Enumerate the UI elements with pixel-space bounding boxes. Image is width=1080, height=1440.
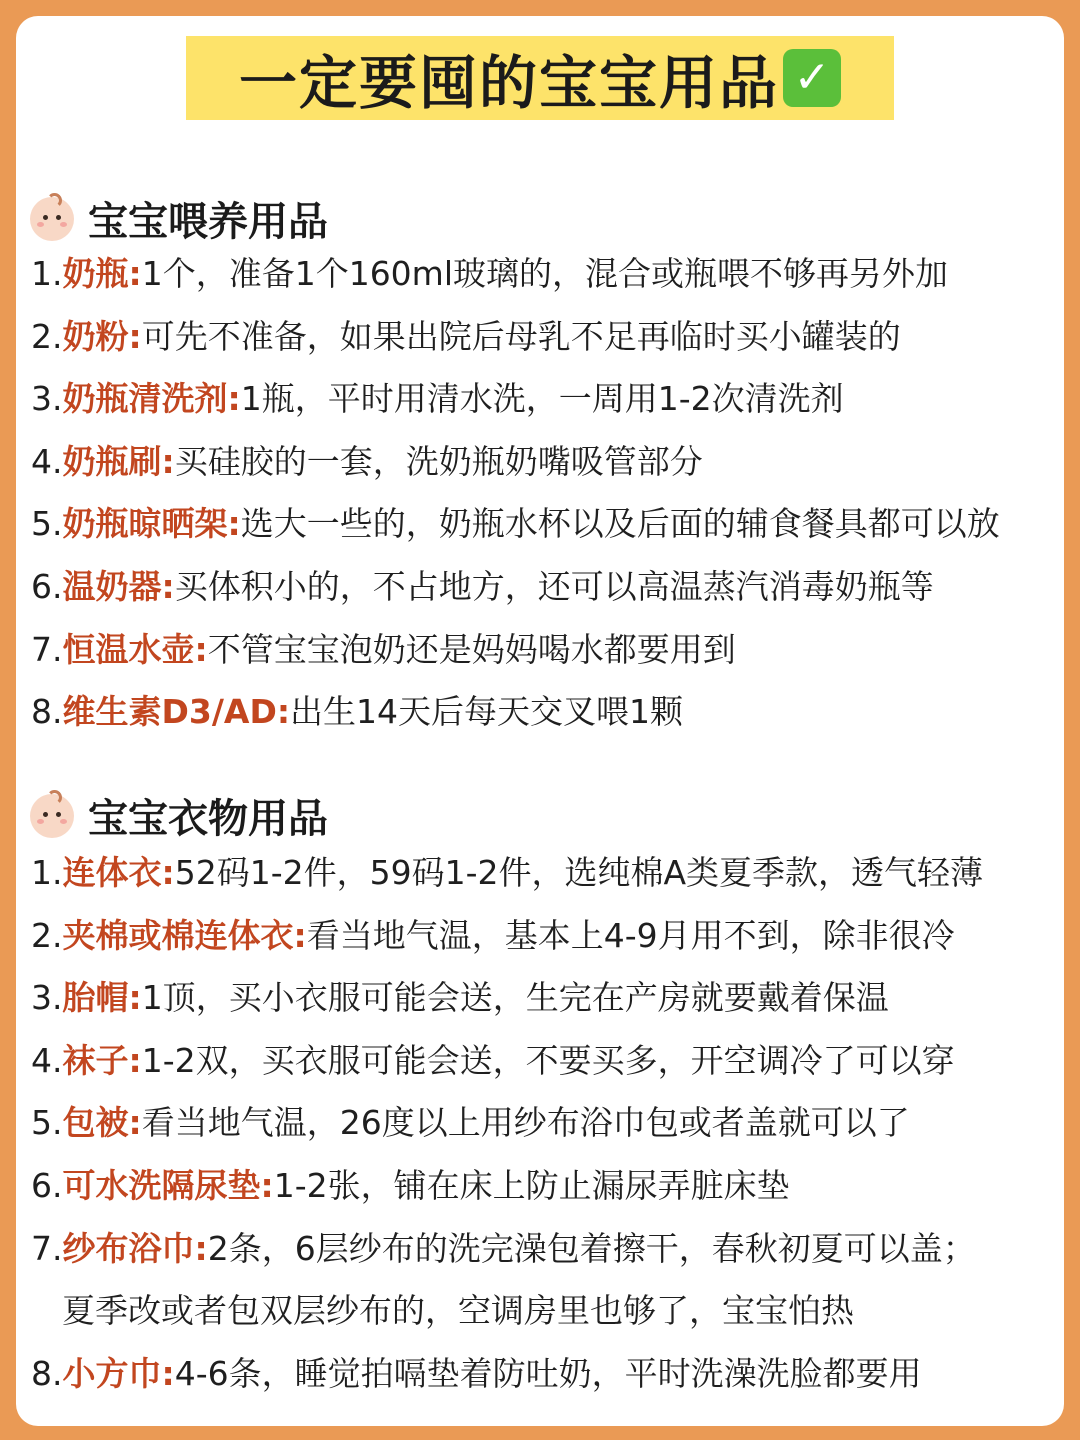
list-item: 8.小方巾:4-6条，睡觉拍嗝垫着防吐奶，平时洗澡洗脸都要用 xyxy=(31,1353,922,1393)
section-heading-feeding xyxy=(30,190,328,247)
list-item: 7.纱布浴巾:2条，6层纱布的洗完澡包着擦干，春秋初夏可以盖； xyxy=(31,1228,976,1268)
list-item: 6.温奶器:买体积小的，不占地方，还可以高温蒸汽消毒奶瓶等 xyxy=(31,566,934,606)
section-label: 宝宝喂养用品 xyxy=(88,199,328,245)
list-item: 1.奶瓶:1个，准备1个160ml玻璃的，混合或瓶喂不够再另外加 xyxy=(31,254,948,293)
list-item: 7.恒温水壶:不管宝宝泡奶还是妈妈喝水都要用到 xyxy=(31,629,736,669)
title-banner xyxy=(186,36,894,120)
list-item: 3.奶瓶清洗剂:1瓶，平时用清水洗，一周用1-2次清洗剂 xyxy=(31,379,844,419)
section-heading-clothing xyxy=(30,787,328,844)
feeding-list xyxy=(31,243,1000,744)
page-title: 一定要囤的宝宝用品 xyxy=(238,49,779,117)
check-mark-icon: ✓ xyxy=(783,49,841,107)
list-item: 2.夹棉或棉连体衣:看当地气温，基本上4-9月用不到，除非很冷 xyxy=(31,915,955,955)
clothing-list xyxy=(31,842,983,1405)
list-item: 5.奶瓶晾晒架:选大一些的，奶瓶水杯以及后面的辅食餐具都可以放 xyxy=(31,504,1000,544)
list-item: 4.袜子:1-2双，买衣服可能会送，不要买多，开空调冷了可以穿 xyxy=(31,1040,955,1080)
list-item-continuation: 夏季改或者包双层纱布的，空调房里也够了，宝宝怕热 xyxy=(62,1291,854,1331)
list-item: 4.奶瓶刷:买硅胶的一套，洗奶瓶奶嘴吸管部分 xyxy=(31,441,703,481)
list-item: 8.维生素D3/AD:出生14天后每天交叉喂1颗 xyxy=(31,692,684,732)
baby-face-icon xyxy=(30,794,74,838)
baby-face-icon xyxy=(30,197,74,241)
list-item: 1.连体衣:52码1-2件，59码1-2件，选纯棉A类夏季款，透气轻薄 xyxy=(31,853,984,892)
list-item: 5.包被:看当地气温，26度以上用纱布浴巾包或者盖就可以了 xyxy=(31,1103,910,1143)
list-item: 2.奶粉:可先不准备，如果出院后母乳不足再临时买小罐装的 xyxy=(31,316,901,356)
section-label: 宝宝衣物用品 xyxy=(88,796,328,842)
list-item: 3.胎帽:1顶，买小衣服可能会送，生完在产房就要戴着保温 xyxy=(31,978,889,1018)
list-item: 6.可水洗隔尿垫:1-2张，铺在床上防止漏尿弄脏床垫 xyxy=(31,1165,790,1205)
